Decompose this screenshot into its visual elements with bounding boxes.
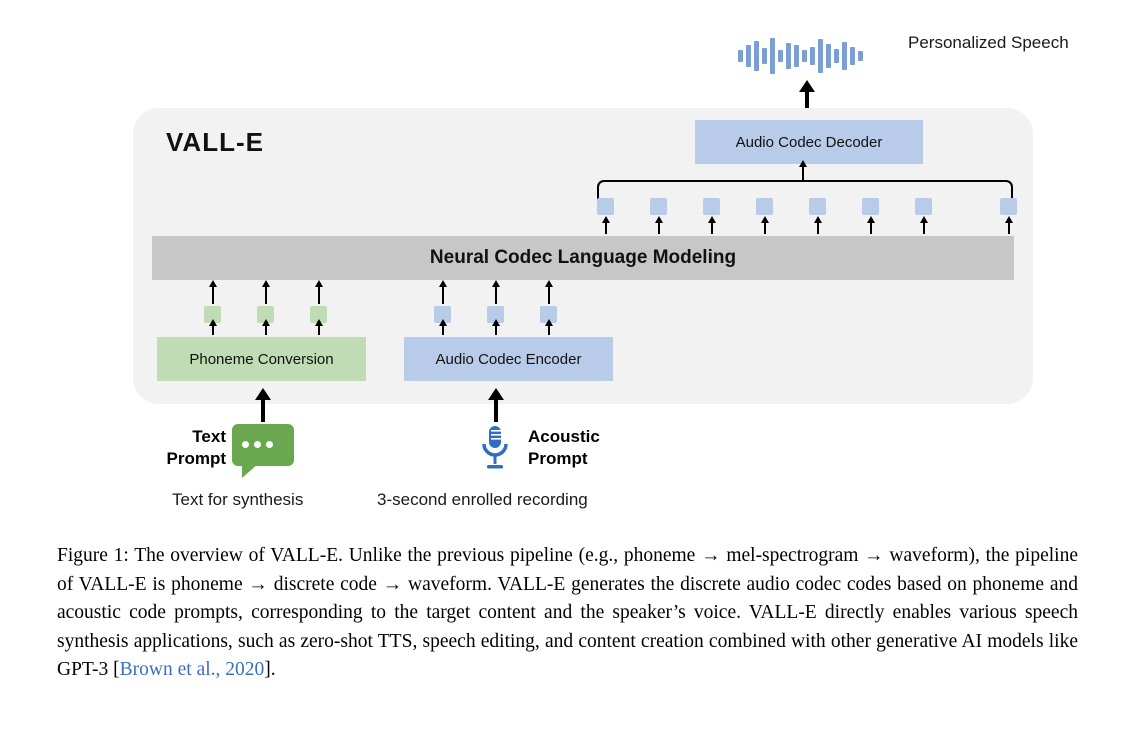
enrolled-recording-label: 3-second enrolled recording [377,490,588,509]
figure-caption [57,542,1078,685]
arrow-phoneme-box-to-token [212,325,214,335]
output-token [597,198,614,215]
arrow-lm-to-token [605,222,607,234]
arrow-lm-to-token [658,222,660,234]
output-token [1000,198,1017,215]
phoneme-conversion-box: Phoneme Conversion [157,337,366,381]
output-token [650,198,667,215]
arrow-acoustic-prompt-to-encoder [494,398,498,422]
personalized-speech-label: Personalized Speech [908,33,1069,52]
arrow-phoneme-token-to-lm [212,286,214,304]
audio-codec-encoder-box: Audio Codec Encoder [404,337,613,381]
output-token [703,198,720,215]
figure-caption-label: Figure 1: [57,545,129,566]
arrow-lm-to-token [711,222,713,234]
arrow-text-prompt-to-phoneme [261,398,265,422]
arrow-encoder-to-token [442,325,444,335]
text-prompt-label: Text Prompt [166,427,226,468]
arrow-lm-to-token [923,222,925,234]
figure-caption-text-end: ]. [264,659,276,680]
arrow-lm-to-token [1008,222,1010,234]
arrow-acoustic-token-to-lm [442,286,444,304]
output-token [915,198,932,215]
arrow-encoder-to-token [495,325,497,335]
arrow-phoneme-token-to-lm [318,286,320,304]
arrow-acoustic-token-to-lm [548,286,550,304]
arrow-bracket-to-decoder [802,166,804,182]
speech-bubble-icon [232,424,294,466]
arrow-phoneme-box-to-token [318,325,320,335]
arrow-acoustic-token-to-lm [495,286,497,304]
arrow-phoneme-token-to-lm [265,286,267,304]
output-token [756,198,773,215]
arrow-lm-to-token [817,222,819,234]
waveform-icon [738,32,886,80]
arrow-lm-to-token [870,222,872,234]
citation-link[interactable]: Brown et al., 2020 [119,659,265,680]
acoustic-prompt-label: Acoustic Prompt [528,427,600,468]
arrow-lm-to-token [764,222,766,234]
neural-codec-language-modeling-box: Neural Codec Language Modeling [152,236,1014,280]
output-token [809,198,826,215]
vall-e-title: VALL-E [166,127,264,157]
arrow-phoneme-box-to-token [265,325,267,335]
microphone-icon [478,424,512,472]
arrow-encoder-to-token [548,325,550,335]
text-for-synthesis-label: Text for synthesis [172,490,304,509]
audio-codec-decoder-box: Audio Codec Decoder [695,120,923,164]
output-token-bracket [597,180,1013,200]
figure-caption-text: The overview of VALL-E. Unlike the previous pipeline (e.g., phoneme → mel-spectrogram → waveform), the pipeline of VALL-E is phoneme → discrete code → waveform. VALL-E generates the discrete audio codec codes based on phoneme and acoustic code prompts, corresponding to the target content and the speaker’s voice. VALL-E directly enables various speech synthesis applications, such as zero-shot TTS, speech editing, and content creation combined with other generative AI models like GPT-3 [ [57,545,1078,680]
output-token [862,198,879,215]
